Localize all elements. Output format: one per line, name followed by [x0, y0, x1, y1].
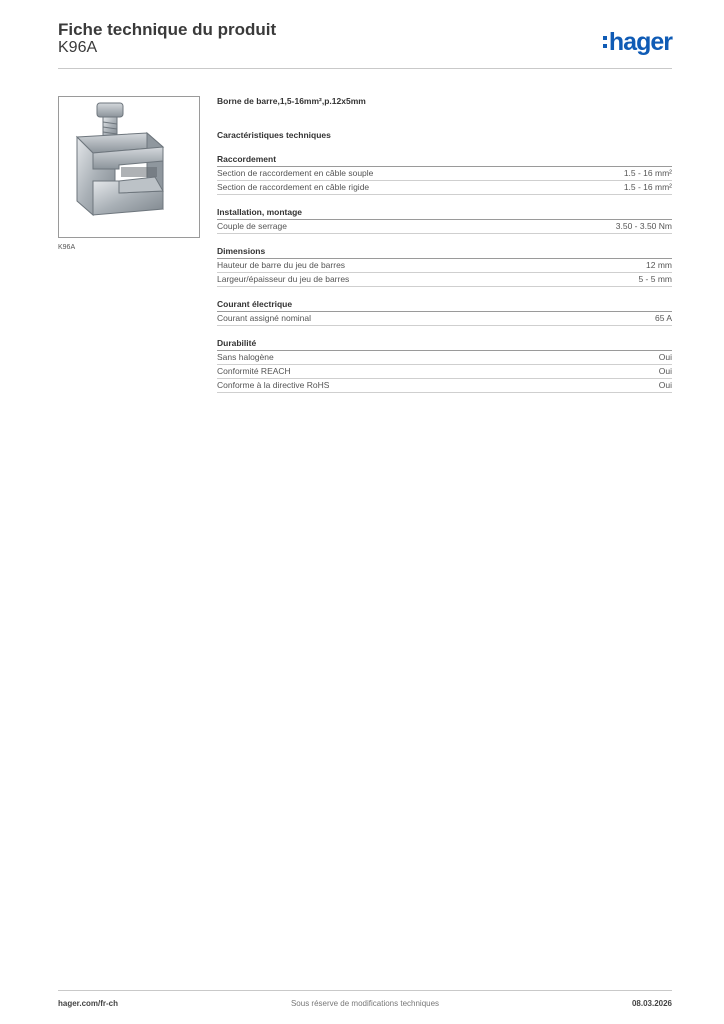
spec-value: Oui: [658, 366, 672, 376]
spec-label: Section de raccordement en câble souple: [217, 168, 374, 178]
spec-group-installation: [217, 207, 672, 234]
spec-group-courant: [217, 299, 672, 326]
spec-row: [217, 365, 672, 379]
spec-value: 1.5 - 16 mm²: [623, 168, 672, 178]
spec-label: Sans halogène: [217, 352, 274, 362]
spec-group-title: Installation, montage: [217, 207, 672, 220]
spec-group-title: Courant électrique: [217, 299, 672, 312]
spec-group-title: Durabilité: [217, 338, 672, 351]
specifications: [217, 96, 672, 393]
spec-label: Couple de serrage: [217, 221, 287, 231]
document-title: Fiche technique du produit: [58, 20, 277, 39]
spec-label: Hauteur de barre du jeu de barres: [217, 260, 346, 270]
spec-group-title: Raccordement: [217, 154, 672, 167]
spec-row: [217, 273, 672, 287]
spec-row: [217, 312, 672, 326]
spec-row: [217, 259, 672, 273]
footer-website-link[interactable]: hager.com/fr-ch: [58, 999, 119, 1008]
spec-group-title: Dimensions: [217, 246, 672, 259]
logo-dots-icon: [603, 36, 607, 48]
spec-value: 5 - 5 mm: [638, 274, 672, 284]
footer-disclaimer: Sous réserve de modifications techniques: [290, 999, 440, 1008]
spec-value: 1.5 - 16 mm²: [623, 182, 672, 192]
logo-text: hager: [608, 27, 672, 56]
page-header: [58, 20, 672, 69]
hager-logo: [603, 28, 672, 56]
spec-label: Courant assigné nominal: [217, 313, 312, 323]
spec-group-raccordement: [217, 154, 672, 195]
spec-row: [217, 167, 672, 181]
product-reference: K96A: [58, 39, 98, 56]
spec-value: 3.50 - 3.50 Nm: [615, 221, 672, 231]
spec-row: [217, 351, 672, 365]
spec-row: [217, 220, 672, 234]
spec-label: Section de raccordement en câble rigide: [217, 182, 370, 192]
spec-group-dimensions: [217, 246, 672, 287]
page-footer: [58, 990, 672, 1017]
product-description: Borne de barre,1,5-16mm²,p.12x5mm: [217, 96, 366, 106]
spec-value: Oui: [658, 380, 672, 390]
spec-row: [217, 181, 672, 195]
spec-value: 12 mm: [646, 260, 672, 270]
image-caption: K96A: [58, 244, 76, 251]
spec-label: Conforme à la directive RoHS: [217, 380, 330, 390]
spec-value: Oui: [658, 352, 672, 362]
spec-label: Largeur/épaisseur du jeu de barres: [217, 274, 350, 284]
spec-group-durabilite: [217, 338, 672, 393]
spec-value: 65 A: [654, 313, 672, 323]
busbar-terminal-icon: [59, 97, 199, 237]
specs-section-title: Caractéristiques techniques: [217, 130, 331, 140]
spec-label: Conformité REACH: [217, 366, 291, 376]
footer-date: 08.03.2026: [631, 999, 672, 1008]
spec-row: [217, 379, 672, 393]
product-image: [58, 96, 200, 238]
